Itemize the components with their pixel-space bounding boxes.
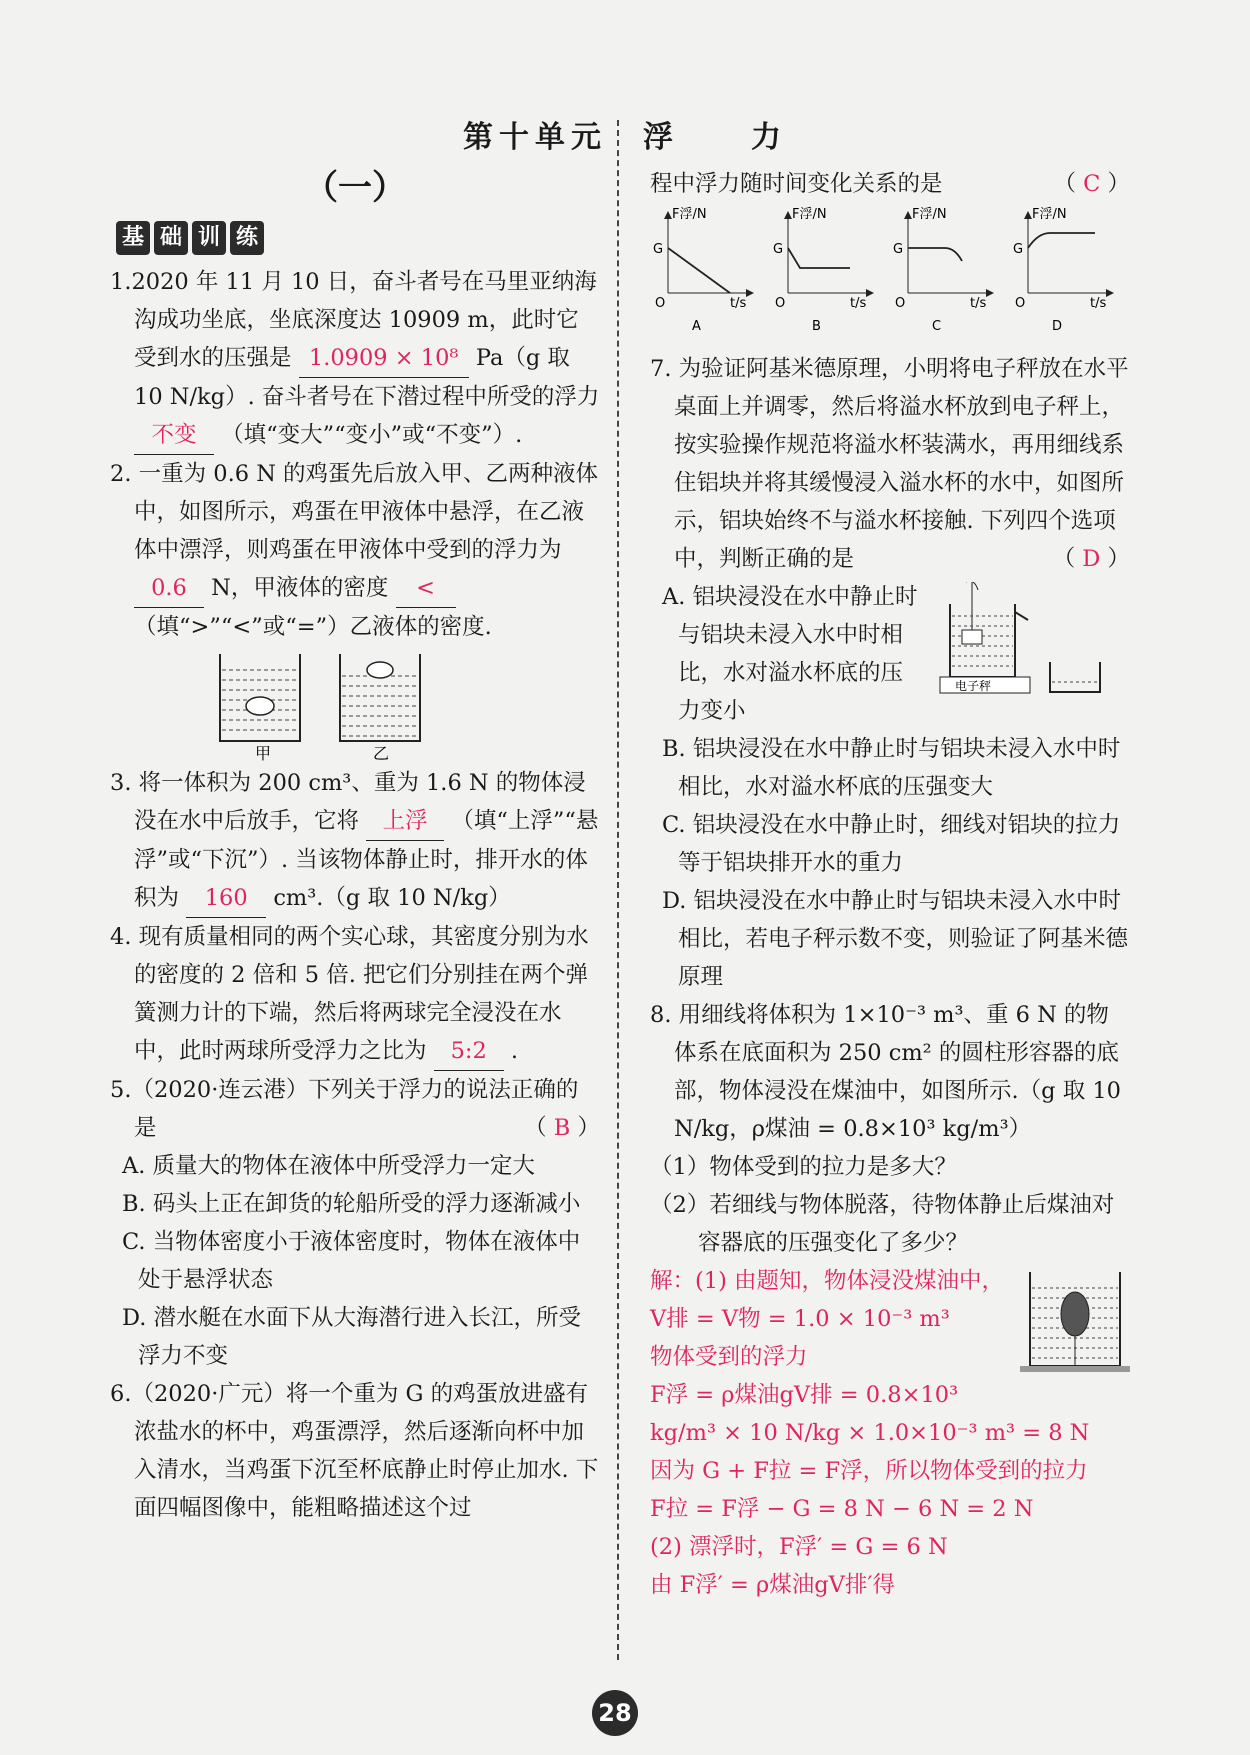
graph-d	[1013, 207, 1110, 334]
svg-text:C: C	[932, 319, 942, 334]
badge-char: 练	[230, 221, 264, 255]
svg-text:t/s: t/s	[970, 296, 987, 311]
svg-text:F浮/N: F浮/N	[1032, 207, 1067, 222]
svg-text:F浮/N: F浮/N	[912, 207, 947, 222]
option: A. 铝块浸没在水中静止时与铝块未浸入水中时相比，水对溢水杯底的压力变小	[662, 584, 918, 724]
solution	[650, 1262, 1130, 1604]
sub-question-2: （2）若细线与物体脱落，待物体静止后煤油对容器底的压强变化了多少？	[650, 1192, 1115, 1256]
option: D. 铝块浸没在水中静止时与铝块未浸入水中时相比，若电子秤示数不变，则验证了阿基米德原理	[662, 888, 1129, 990]
curve-a	[668, 248, 730, 293]
answer-blank: 上浮	[366, 802, 444, 841]
option: B. 码头上正在卸货的轮船所受的浮力逐渐减小	[122, 1191, 581, 1217]
svg-text:G: G	[653, 242, 664, 257]
question-6-continued: 程中浮力随时间变化关系的是 （ C ）	[650, 165, 1130, 203]
option: C. 当物体密度小于液体密度时，物体在液体中处于悬浮状态	[122, 1229, 581, 1293]
svg-text:电子秤: 电子秤	[955, 679, 992, 693]
question-4: 4. 现有质量相同的两个实心球，其密度分别为水的密度的 2 倍和 5 倍. 把它们分别挂在两个弹簧测力计的下端，然后将两球完全浸没在水中，此时两球所受浮力之比为 5:2 .	[110, 918, 600, 1071]
svg-text:B: B	[812, 319, 821, 334]
svg-text:t/s: t/s	[850, 296, 867, 311]
question-6: 6.（2020·广元）将一个重为 G 的鸡蛋放进盛有浓盐水的杯中，鸡蛋漂浮，然后逐渐向杯中加入清水，当鸡蛋下沉至杯底静止时停止加水. 下面四幅图像中，能粗略描述这个过	[110, 1381, 599, 1521]
answer-blank: 1.0909 × 10⁸	[299, 339, 469, 378]
answer-blank: 不变	[134, 416, 214, 455]
svg-text:D: D	[1052, 319, 1063, 334]
column-divider	[617, 120, 619, 1660]
answer-parens: （ D ）	[1052, 546, 1130, 572]
option: C. 铝块浸没在水中静止时，细线对铝块的拉力等于铝块排开水的重力	[662, 812, 1121, 876]
answer-blank: 5:2	[434, 1032, 504, 1071]
beaker-jia	[220, 654, 300, 763]
svg-text:O: O	[775, 296, 786, 311]
graph-b	[773, 207, 870, 334]
svg-text:O: O	[655, 296, 666, 311]
answer-parens: （ C ）	[1053, 171, 1130, 197]
solution-line: (2) 漂浮时，F浮′ = G = 6 N	[650, 1534, 948, 1560]
answer-blank: 160	[186, 879, 266, 918]
question-8: 8. 用细线将体积为 1×10⁻³ m³、重 6 N 的物体系在底面积为 250 cm² 的圆柱形容器的底部，物体浸没在煤油中，如图所示.（g 取 10 N/kg，ρ煤油 = 0.8×10³ kg/m³）	[650, 1002, 1121, 1142]
svg-text:O: O	[1015, 296, 1026, 311]
solution-line: 由 F浮′ = ρ煤油gV排′得	[650, 1572, 896, 1598]
svg-text:t/s: t/s	[730, 296, 747, 311]
badge-char: 础	[154, 221, 188, 255]
option: D. 潜水艇在水面下从大海潜行进入长江，所受浮力不变	[122, 1305, 582, 1369]
beakers-figure	[110, 646, 600, 764]
svg-text:G: G	[1013, 242, 1024, 257]
curve-c	[908, 248, 962, 261]
svg-text:F浮/N: F浮/N	[792, 207, 827, 222]
egg-icon	[246, 697, 274, 715]
badge-char: 基	[116, 221, 150, 255]
beaker	[1050, 662, 1100, 692]
svg-text:F浮/N: F浮/N	[672, 207, 707, 222]
svg-text:G: G	[893, 242, 904, 257]
aluminum-block	[962, 630, 982, 644]
question-1: 1.2020 年 11 月 10 日，奋斗者号在马里亚纳海沟成功坐底，坐底深度达 10909 m，此时它受到水的压强是 1.0909 × 10⁸ Pa（g 取 10 N/kg）. 奋斗者号在下潜过程中所受的浮力 不变 （填“变大”“变小”或“不变”）.	[110, 263, 600, 455]
section-badge	[116, 221, 264, 255]
answer-blank: 0.6	[134, 569, 204, 608]
question-7: 7. 为验证阿基米德原理，小明将电子秤放在水平桌面上并调零，然后将溢水杯放到电子秤上，按实验操作规范将溢水杯装满水，再用细线系住铝块并将其缓慢浸入溢水杯的水中，如图所示，铝块始终不与溢水杯接触. 下列四个选项中，判断正确的是 （ D ）	[650, 350, 1130, 578]
solution-line: 物体受到的浮力	[650, 1344, 808, 1370]
object	[1061, 1292, 1089, 1336]
beaker-yi	[340, 654, 420, 763]
right-column	[650, 165, 1130, 1604]
solution-line: F拉 = F浮 − G = 8 N − 6 N = 2 N	[650, 1496, 1034, 1522]
label-jia: 甲	[255, 744, 272, 763]
option: B. 铝块浸没在水中静止时与铝块未浸入水中时相比，水对溢水杯底的压强变大	[662, 736, 1121, 800]
buoyancy-graphs	[650, 203, 1130, 338]
svg-text:t/s: t/s	[1090, 296, 1107, 311]
left-column	[110, 165, 600, 1527]
graph-a	[653, 207, 750, 334]
page-number: 28	[592, 1690, 638, 1736]
badge-char: 训	[192, 221, 226, 255]
question-3: 3. 将一体积为 200 cm³、重为 1.6 N 的物体浸没在水中后放手，它将 上浮 （填“上浮”“悬浮”或“下沉”）. 当该物体静止时，排开水的体积为 160 cm³.（g 取 10 N/kg）	[110, 764, 600, 918]
graph-c	[893, 207, 990, 334]
svg-text:G: G	[773, 242, 784, 257]
question-2: 2. 一重为 0.6 N 的鸡蛋先后放入甲、乙两种液体中，如图所示，鸡蛋在甲液体中悬浮，在乙液体中漂浮，则鸡蛋在甲液体中受到的浮力为 0.6 N，甲液体的密度 < （填“>”“<”或“=”）乙液体的密度.	[110, 461, 599, 640]
kerosene-container-figure	[1020, 1266, 1130, 1386]
solution-line: F浮 = ρ煤油gV排 = 0.8×10³ kg/m³ × 10 N/kg × 1.0×10⁻³ m³ = 8 N	[650, 1382, 1090, 1446]
answer-blank: <	[396, 569, 456, 608]
svg-text:A: A	[692, 319, 701, 334]
curve-d	[1028, 233, 1095, 248]
question-5: 5.（2020·连云港）下列关于浮力的说法正确的是 （ B ）	[110, 1071, 600, 1147]
page-title: 第十单元 浮 力	[463, 120, 787, 155]
svg-text:O: O	[895, 296, 906, 311]
answer-parens: （ B ）	[524, 1115, 600, 1141]
option-a-with-figure	[650, 578, 1130, 730]
option: A. 质量大的物体在液体中所受浮力一定大	[122, 1153, 536, 1179]
solution-line: 因为 G + F拉 = F浮，所以物体受到的拉力	[650, 1458, 1088, 1484]
sub-question-1: （1）物体受到的拉力是多大？	[650, 1154, 957, 1180]
label-yi: 乙	[373, 744, 390, 763]
overflow-cup-figure	[930, 582, 1130, 702]
section-title: （一）	[304, 168, 406, 208]
curve-b	[788, 248, 850, 268]
solution-line: 解：(1) 由题知，物体浸没煤油中，V排 = V物 = 1.0 × 10⁻³ m³	[650, 1268, 1005, 1332]
egg-icon	[367, 662, 393, 678]
